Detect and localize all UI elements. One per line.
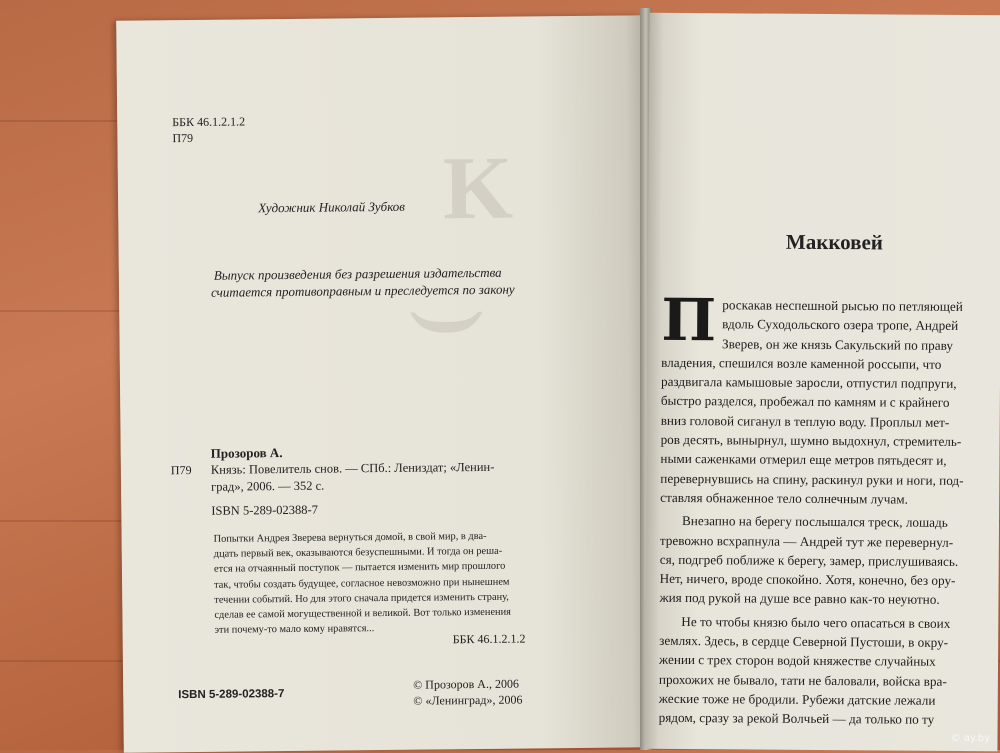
chapter-text — [658, 285, 988, 730]
open-book — [95, 8, 1000, 750]
site-watermark: © ay.by — [950, 733, 990, 744]
right-page — [644, 13, 1000, 751]
text-line: Нет, ничего, вроде спокойно. Хотя, конечно, без ору- — [659, 571, 956, 589]
annotation-line: Попытки Андрея Зверева вернуться домой, в свой мир, в два- — [213, 530, 487, 545]
text-line: тревожно всхрапнула — Андрей тут же перевернул- — [659, 532, 954, 550]
paragraph-2 — [659, 511, 986, 610]
illustrator-credit: Художник Николай Зубков — [258, 198, 405, 216]
text-line: рядом, сразу за рекой Волчьей — да только по ту — [658, 710, 935, 728]
author-mark-top: П79 — [172, 130, 194, 146]
annotation-line: дцать первый век, оказываются безуспешными. И тогда он реша- — [213, 545, 503, 560]
text-line: ставляя обнаженное тело солнечным лучам. — [660, 489, 908, 507]
paragraph-3 — [659, 612, 986, 730]
text-line: владения, спешился возле каменной россыпи, что — [661, 354, 942, 372]
annotation-line: так, чтобы создать будущее, согласное невозможно при нынешнем — [214, 576, 510, 591]
copyright-publisher: © «Ленинград», 2006 — [413, 692, 523, 708]
text-line: роскакав неспешной рысью по петляющей — [722, 297, 963, 314]
text-line: Внезапно на берегу послышался треск, лошадь — [681, 513, 948, 531]
text-line: Зверев, он же князь Сакульский по праву — [721, 335, 954, 353]
text-line: жия под рукой на душе все равно как-то неуютно. — [659, 590, 940, 608]
bib-mark: П79 — [170, 463, 192, 478]
text-line: жеские тоже не бродили. Рубежи датские лежали — [658, 690, 936, 708]
bbk-code-bottom: ББК 46.1.2.1.2 — [452, 631, 526, 647]
text-line: ров десять, вынырнул, шумно выдохнул, стремитель- — [660, 431, 962, 450]
text-line: вдоль Суходольского озера тропе, Андрей — [722, 316, 959, 334]
annotation-line: ется на отчаянный поступок — пытается изменить мир прошлого — [213, 561, 506, 576]
drop-cap: П — [661, 285, 717, 355]
bleed-through-ghost: ) — [409, 308, 498, 337]
bib-author: Прозоров А. — [210, 445, 283, 461]
bbk-code-top: ББК 46.1.2.1.2 — [172, 114, 246, 130]
annotation-line: эти почему-то мало кому нравятся... — [214, 623, 375, 636]
copyright-author: © Прозоров А., 2006 — [413, 676, 520, 692]
copyright-notice-line2: считается противоправным и преследуется по закону — [210, 281, 515, 300]
text-line: быстро разделся, пробежал по камням и с крайнего — [660, 393, 950, 411]
bib-line1: Князь: Повелитель снов. — СПб.: Лениздат; «Ленин- — [210, 459, 495, 477]
text-line: Не то чтобы князю было чего опасаться в своих — [681, 613, 951, 631]
text-line: прохожих не бывало, тати не баловали, войска вра- — [658, 671, 947, 689]
annotation-line: сделав ее самой могущественной и великой. Вот только изменения — [214, 606, 512, 621]
text-line: жении с трех сторон водой княжестве случайных — [659, 652, 936, 670]
paragraph-1 — [660, 285, 987, 510]
isbn-bottom: ISBN 5-289-02388-7 — [178, 688, 285, 702]
annotation-block — [214, 528, 545, 638]
text-line: ся, подгреб поближе к берегу, замер, прислушиваясь. — [659, 551, 959, 569]
text-line: раздвигала камышовые заросли, отпустил подпруги, — [660, 374, 957, 392]
left-page — [116, 15, 649, 752]
text-line: ными саженками отмерил еще метров пятьдесят и, — [660, 451, 947, 469]
text-line: перевернувшись на спину, раскинул руки и ноги, под- — [660, 470, 964, 488]
bleed-through-ghost: K — [442, 138, 514, 239]
bib-line2: град», 2006. — 352 с. — [210, 478, 325, 494]
text-line: землях. Здесь, в сердце Северной Пустоши, в окру- — [659, 632, 949, 650]
bib-isbn: ISBN 5-289-02388-7 — [211, 502, 318, 518]
annotation-line: течении событий. Но для этого сначала придется изменить страну, — [214, 591, 509, 606]
copyright-notice-line1: Выпуск произведения без разрешения издательства — [213, 264, 502, 283]
chapter-title: Макковей — [785, 229, 884, 255]
text-line: вниз головой сиганул в теплую воду. Проплыл мет- — [660, 412, 950, 430]
